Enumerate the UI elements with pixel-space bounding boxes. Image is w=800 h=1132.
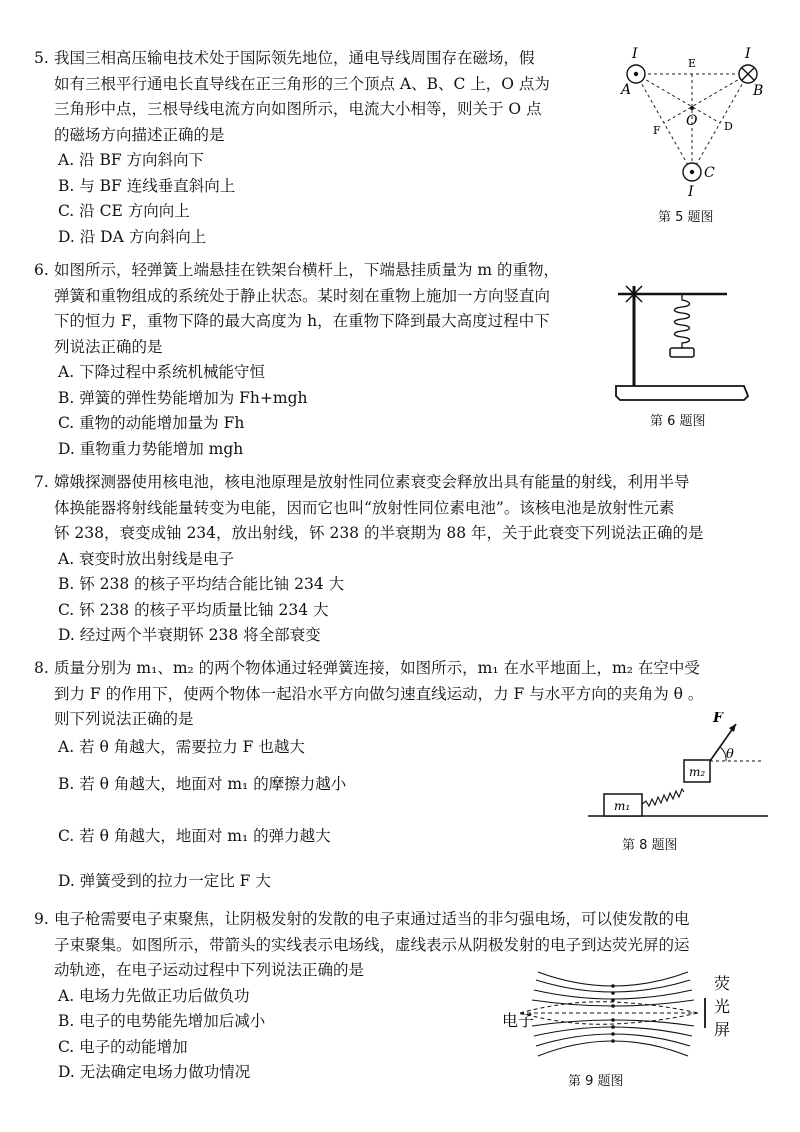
option-a[interactable]: A. 衰变时放出射线是电子 bbox=[58, 549, 235, 568]
stem-line: 三角形中点，三根导线电流方向如图所示，电流大小相等，则关于 O 点 bbox=[54, 100, 542, 118]
label-m1: m₁ bbox=[614, 799, 631, 813]
stem-line: 下的恒力 F，重物下降的最大高度为 h，在重物下降到最大高度过程中下 bbox=[54, 312, 550, 330]
stem-line: 如有三根平行通电长直导线在正三角形的三个顶点 A、B、C 上，O 点为 bbox=[54, 74, 550, 93]
figure-8-blocks-spring-diagram bbox=[586, 712, 776, 824]
question-6 bbox=[34, 258, 624, 462]
question-6-stem bbox=[34, 258, 624, 360]
option-b[interactable]: B. 与 BF 连线垂直斜向上 bbox=[58, 176, 236, 195]
label-d: D bbox=[724, 120, 733, 133]
option-d[interactable]: D. 重物重力势能增加 mgh bbox=[58, 439, 244, 458]
option-a[interactable]: A. 电场力先做正功后做负功 bbox=[58, 986, 250, 1005]
question-5-stem bbox=[34, 46, 614, 148]
figure-9-caption: 第 9 题图 bbox=[568, 1074, 624, 1089]
option-c[interactable]: C. 钚 238 的核子平均质量比铀 234 大 bbox=[58, 600, 329, 619]
wire-b-in-icon bbox=[739, 65, 757, 83]
option-b[interactable]: B. 电子的电势能先增加后减小 bbox=[58, 1012, 266, 1030]
figure-5-caption: 第 5 题图 bbox=[658, 210, 714, 225]
figure-5-triangle-diagram bbox=[612, 40, 782, 200]
label-b: B bbox=[753, 83, 764, 99]
label-current-b: I bbox=[745, 46, 751, 62]
stem-line: 列说法正确的是 bbox=[54, 337, 163, 356]
option-d[interactable]: D. 无法确定电场力做功情况 bbox=[58, 1063, 251, 1081]
option-c[interactable]: C. 电子的动能增加 bbox=[58, 1037, 188, 1056]
stem-line: 弹簧和重物组成的系统处于静止状态。某时刻在重物上施加一方向竖直向 bbox=[54, 286, 551, 305]
label-o: O bbox=[686, 113, 698, 129]
question-number: 9. bbox=[34, 910, 49, 928]
label-c: C bbox=[704, 165, 715, 181]
option-d[interactable]: D. 弹簧受到的拉力一定比 F 大 bbox=[58, 872, 271, 890]
label-screen-3: 屏 bbox=[714, 1020, 731, 1039]
option-c[interactable]: C. 沿 CE 方向向上 bbox=[58, 202, 190, 220]
label-f: F bbox=[653, 124, 661, 137]
option-d[interactable]: D. 沿 DA 方向斜向上 bbox=[58, 227, 207, 246]
stem-line: 则下列说法正确的是 bbox=[54, 710, 194, 728]
stem-line: 嫦娥探测器使用核电池，核电池原理是放射性同位素衰变会释放出具有能量的射线，利用半导 bbox=[54, 473, 690, 491]
option-b[interactable]: B. 钚 238 的核子平均结合能比铀 234 大 bbox=[58, 575, 345, 593]
figure-9-electric-field-diagram bbox=[498, 960, 778, 1068]
stem-line: 动轨迹，在电子运动过程中下列说法正确的是 bbox=[54, 961, 365, 979]
label-a: A bbox=[621, 82, 632, 98]
label-electron: 电子 bbox=[502, 1011, 535, 1030]
figure-8-caption: 第 8 题图 bbox=[622, 838, 678, 853]
question-number: 6. bbox=[34, 261, 49, 279]
figure-6-spring-stand-diagram bbox=[612, 276, 762, 406]
option-a[interactable]: A. 若 θ 角越大，需要拉力 F 也越大 bbox=[58, 737, 305, 756]
question-number: 8. bbox=[34, 659, 49, 677]
option-b[interactable]: B. 弹簧的弹性势能增加为 Fh+mgh bbox=[58, 388, 308, 407]
option-a[interactable]: A. 下降过程中系统机械能守恒 bbox=[58, 363, 266, 381]
force-arrow-icon bbox=[729, 724, 736, 732]
figure-6-caption: 第 6 题图 bbox=[650, 414, 706, 429]
option-d[interactable]: D. 经过两个半衰期钚 238 将全部衰变 bbox=[58, 626, 321, 644]
option-c[interactable]: C. 若 θ 角越大，地面对 m₁ 的弹力越大 bbox=[58, 826, 331, 845]
stem-line: 的磁场方向描述正确的是 bbox=[54, 125, 225, 144]
question-number: 7. bbox=[34, 473, 49, 491]
option-c[interactable]: C. 重物的动能增加量为 Fh bbox=[58, 414, 245, 432]
stem-line: 到力 F 的作用下，使两个物体一起沿水平方向做匀速直线运动，力 F 与水平方向的夹角为 θ 。 bbox=[54, 684, 704, 703]
option-b[interactable]: B. 若 θ 角越大，地面对 m₁ 的摩擦力越小 bbox=[58, 775, 347, 793]
label-screen-2: 光 bbox=[714, 997, 731, 1016]
stem-line: 钚 238，衰变成铀 234，放出射线，钚 238 的半衰期为 88 年，关于此衰变下列说法正确的是 bbox=[54, 524, 704, 542]
stem-line: 电子枪需要电子束聚焦，让阴极发射的发散的电子束通过适当的非匀强电场，可以使发散的电 bbox=[54, 910, 690, 928]
label-current-c: I bbox=[688, 184, 694, 200]
label-theta: θ bbox=[726, 747, 734, 762]
label-m2: m₂ bbox=[689, 765, 706, 779]
stem-line: 我国三相高压输电技术处于国际领先地位，通电导线周围存在磁场，假 bbox=[54, 49, 535, 67]
question-7-stem bbox=[34, 470, 774, 547]
stem-line: 如图所示，轻弹簧上端悬挂在铁架台横杆上，下端悬挂质量为 m 的重物， bbox=[54, 261, 560, 279]
stem-line: 子束聚集。如图所示，带箭头的实线表示电场线，虚线表示从阴极发射的电子到达荧光屏的运 bbox=[54, 935, 690, 954]
label-current-a: I bbox=[632, 46, 638, 62]
question-number: 5. bbox=[34, 49, 49, 67]
label-screen-1: 荧 bbox=[714, 974, 731, 993]
stem-line: 体换能器将射线能量转变为电能，因而它也叫“放射性同位素电池”。该核电池是放射性元素 bbox=[54, 498, 675, 517]
label-e: E bbox=[688, 57, 697, 70]
question-7 bbox=[34, 470, 774, 649]
option-a[interactable]: A. 沿 BF 方向斜向下 bbox=[58, 151, 205, 169]
label-force: F bbox=[713, 712, 723, 726]
question-5 bbox=[34, 46, 614, 250]
stem-line: 质量分别为 m₁、m₂ 的两个物体通过轻弹簧连接，如图所示，m₁ 在水平地面上，m₂ 在空中受 bbox=[54, 659, 700, 677]
